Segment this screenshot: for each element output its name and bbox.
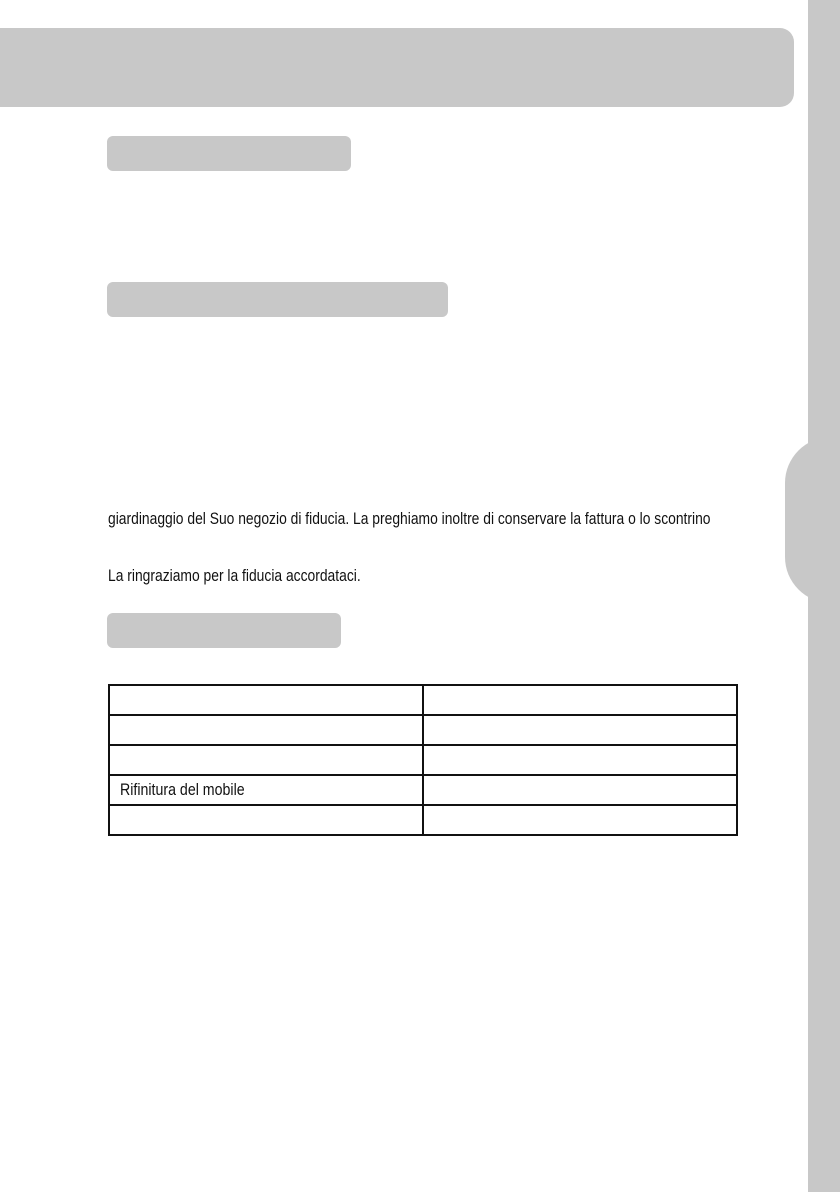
table-row xyxy=(109,715,737,745)
table-row xyxy=(109,805,737,835)
section-heading-bar-1 xyxy=(107,136,351,171)
table-cell xyxy=(109,745,423,775)
table-row xyxy=(109,685,737,715)
table-row xyxy=(109,745,737,775)
body-text-line-2: La ringraziamo per la fiducia accordataci. xyxy=(108,567,361,585)
table-cell xyxy=(423,745,737,775)
section-heading-bar-2 xyxy=(107,282,448,317)
table-cell xyxy=(423,775,737,805)
body-text-line-1: giardinaggio del Suo negozio di fiducia. La preghiamo inoltre di conservare la fattura o lo scontrino xyxy=(108,510,711,528)
table-cell xyxy=(423,805,737,835)
table-cell xyxy=(423,685,737,715)
table-cell xyxy=(423,715,737,745)
table-cell xyxy=(109,685,423,715)
table-cell xyxy=(109,805,423,835)
side-tab xyxy=(785,437,840,603)
table-cell xyxy=(109,775,423,805)
cell-text: Rifinitura del mobile xyxy=(120,780,245,799)
table-row xyxy=(109,775,737,805)
header-band xyxy=(0,28,794,107)
table-cell xyxy=(109,715,423,745)
section-heading-bar-3 xyxy=(107,613,341,648)
spec-table xyxy=(108,684,738,836)
